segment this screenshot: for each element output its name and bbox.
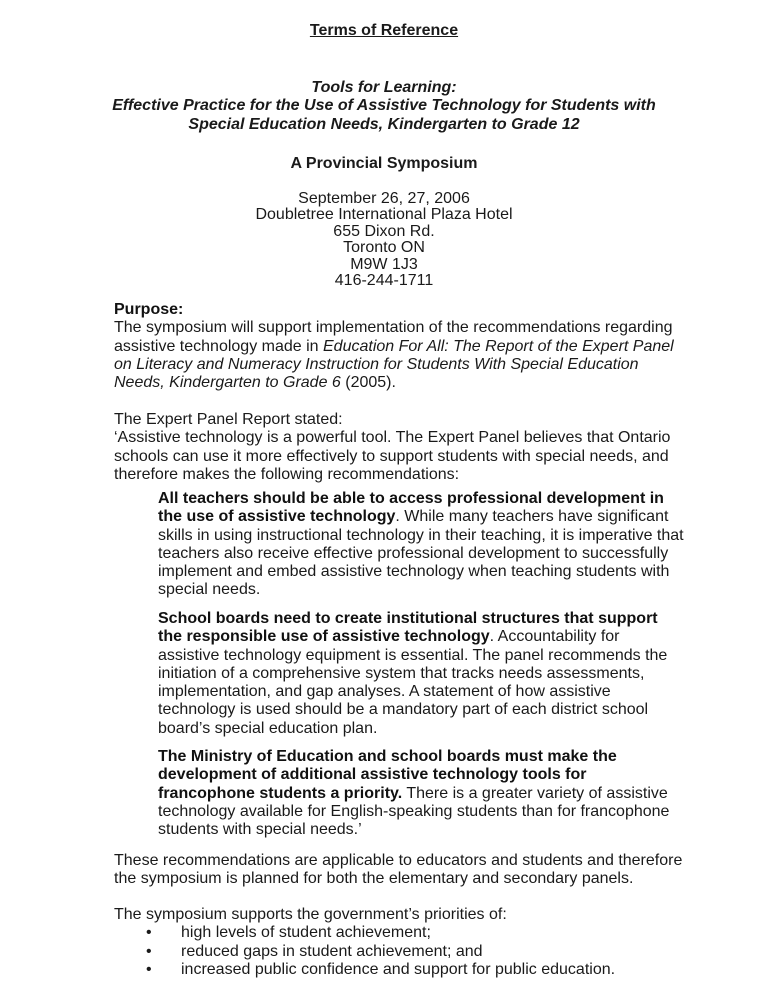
recommendation-heading: francophone students a priority.	[158, 784, 403, 802]
recommendation-text: initiation of a comprehensive system that tracks needs assessments,	[158, 664, 645, 682]
quote-line: ‘Assistive technology is a powerful tool. The Expert Panel believes that Ontario	[114, 429, 671, 447]
bullet-icon: •	[146, 942, 152, 960]
recommendation-text: technology is used should be a mandatory part of each district school	[158, 701, 649, 719]
purpose-text: assistive technology made in	[114, 337, 323, 355]
recommendation-text: students with special needs.’	[158, 821, 362, 839]
recommendation-2	[158, 610, 718, 738]
subtitle-line: Effective Practice for the Use of Assistive Technology for Students with	[112, 97, 656, 115]
expert-panel-section	[114, 411, 734, 484]
list-item-text: high levels of student achievement;	[181, 924, 431, 942]
recommendation-3	[158, 748, 718, 839]
venue-city: Toronto ON	[343, 239, 425, 257]
report-title: on Literacy and Numeracy Instruction for Students With Special Education	[114, 355, 639, 373]
venue-postal-code: M9W 1J3	[350, 255, 418, 273]
list-item	[144, 924, 734, 942]
quote-line: schools can use it more effectively to support students with special needs, and	[114, 447, 669, 465]
recommendation-1	[158, 490, 718, 600]
applicability-paragraph	[114, 852, 734, 889]
recommendation-text: implementation, and gap analyses. A statement of how assistive	[158, 683, 611, 701]
list-item-text: increased public confidence and support for public education.	[181, 960, 616, 978]
symposium-heading: A Provincial Symposium	[290, 155, 478, 172]
priorities-section	[114, 906, 734, 979]
quote-line: therefore makes the following recommendations:	[114, 465, 460, 483]
recommendation-text: assistive technology equipment is essential. The panel recommends the	[158, 646, 668, 664]
recommendation-heading: the responsible use of assistive technology	[158, 628, 490, 646]
bullet-icon: •	[146, 960, 152, 978]
recommendation-text: technology available for English-speaking students than for francophone	[158, 802, 670, 820]
purpose-text: (2005).	[340, 374, 396, 392]
subtitle-line: Special Education Needs, Kindergarten to Grade 12	[188, 115, 580, 133]
recommendation-heading: The Ministry of Education and school boards must make the	[158, 748, 617, 765]
document-title: Terms of Reference	[309, 22, 459, 39]
bullet-icon: •	[146, 924, 152, 942]
venue-hotel: Doubletree International Plaza Hotel	[255, 206, 513, 224]
purpose-heading: Purpose:	[114, 301, 184, 318]
recommendation-text: special needs.	[158, 581, 261, 599]
venue-block	[0, 191, 768, 289]
applicability-text: the symposium is planned for both the elementary and secondary panels.	[114, 870, 634, 888]
recommendation-text: There is a greater variety of assistive	[402, 784, 668, 802]
document-subtitle	[0, 79, 768, 134]
recommendation-text: . Accountability for	[489, 628, 620, 646]
venue-street: 655 Dixon Rd.	[333, 222, 435, 240]
venue-phone: 416-244-1711	[334, 271, 434, 289]
expert-panel-intro: The Expert Panel Report stated:	[114, 411, 343, 428]
purpose-section	[114, 301, 734, 392]
priorities-list	[144, 924, 734, 979]
priorities-intro: The symposium supports the government’s priorities of:	[114, 906, 507, 923]
applicability-text: These recommendations are applicable to educators and students and therefore	[114, 852, 683, 869]
recommendation-text: skills in using instructional technology in their teaching, it is imperative that	[158, 526, 684, 544]
report-title: Education For All: The Report of the Expert Panel	[323, 337, 674, 355]
recommendation-heading: All teachers should be able to access professional development in	[158, 490, 664, 507]
venue-dates: September 26, 27, 2006	[298, 190, 470, 207]
report-title: Needs, Kindergarten to Grade 6	[114, 374, 341, 392]
recommendation-text: . While many teachers have significant	[395, 508, 669, 526]
list-item-text: reduced gaps in student achievement; and	[181, 942, 483, 960]
recommendation-text: teachers also receive effective professional development to successfully	[158, 544, 669, 562]
purpose-text: The symposium will support implementation of the recommendations regarding	[114, 319, 673, 337]
recommendation-text: implement and embed assistive technology when teaching students with	[158, 563, 670, 581]
recommendation-heading: development of additional assistive technology tools for	[158, 766, 587, 784]
list-item	[144, 961, 734, 979]
list-item	[144, 943, 734, 961]
subtitle-line: Tools for Learning:	[311, 79, 457, 96]
recommendation-heading: School boards need to create institutional structures that support	[158, 610, 658, 627]
recommendation-heading: the use of assistive technology	[158, 508, 396, 526]
recommendation-text: board’s special education plan.	[158, 719, 378, 737]
